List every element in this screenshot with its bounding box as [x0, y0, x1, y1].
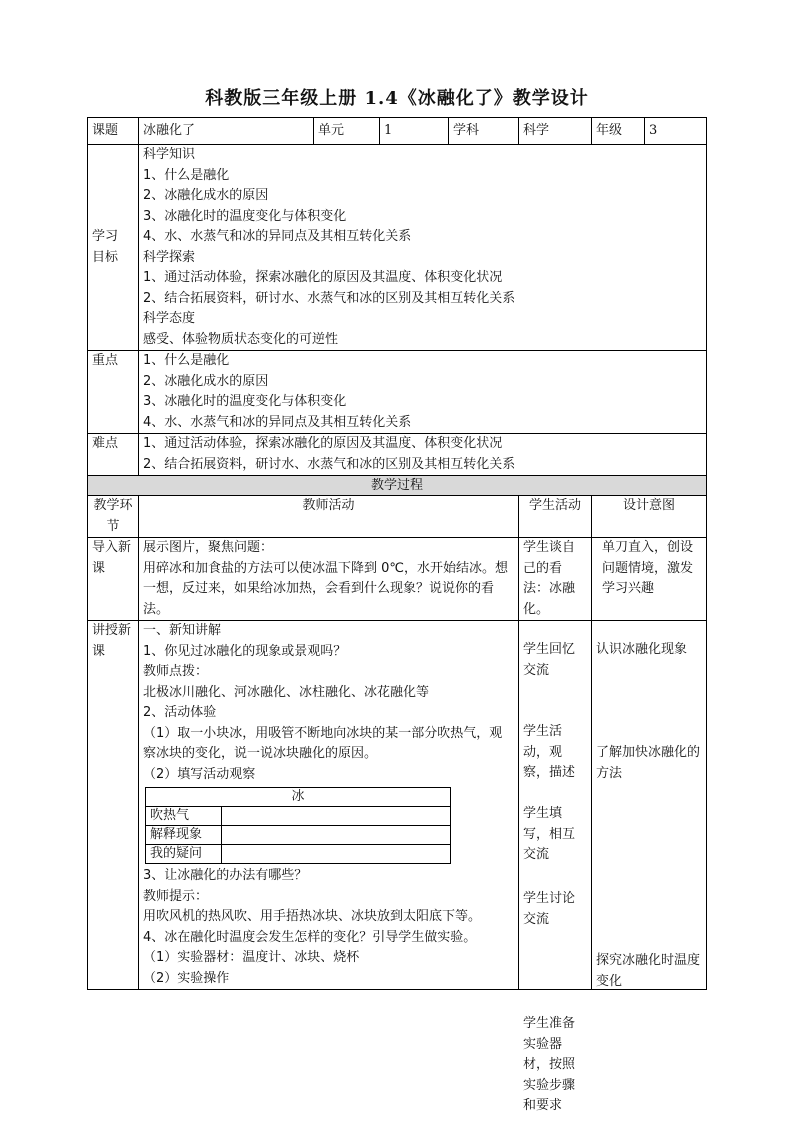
lecture-intent	[592, 621, 707, 990]
observation-cell[interactable]	[222, 807, 451, 826]
grade-value: 3	[645, 118, 707, 145]
keypoint-line: 1、什么是融化	[143, 353, 230, 368]
lesson-plan-table	[87, 117, 707, 1113]
keypoint-line: 4、水、水蒸气和冰的异同点及其相互转化关系	[143, 414, 412, 430]
observation-cell[interactable]	[222, 826, 451, 845]
lecture-teacher: 一、新知讲解 1、你见过冰融化的现象或景观吗？ 教师点拨： 北极冰川融化、河冰融化、冰柱融化、冰花融化等 2、活动体验 （1）取一小块冰，用吸管不断地向冰块的某一部分吹热气，观察冰块的变化，说一说冰块融化的原因。 （2）填写活动观察 冰 吹热气 解释现象 我的疑问 3、让冰融化的办法有哪些？ 教师提示： 用吹风机的热风吹、用手捂热冰块、冰块放到太阳底下等。 4、冰在融化时温度会发生怎样的变化？引导学生做实验。 （1）实验器材：温度计、冰块、烧杯 （2）实验操作	[139, 621, 519, 990]
col-student-header: 学生活动	[519, 496, 592, 538]
keypoint-line: 3、冰融化时的温度变化与体积变化	[143, 394, 347, 409]
student-activity: 学生讨论交流	[523, 891, 576, 927]
subject-value: 科学	[519, 118, 592, 145]
observation-row-label: 吹热气	[146, 807, 222, 826]
intro-stage: 导入新课	[88, 538, 139, 621]
goal-line: 2、结合拓展资料，研讨水、水蒸气和冰的区别及其相互转化关系	[143, 290, 516, 306]
difficulties-row	[88, 434, 707, 476]
student-activity: 学生活动，观察，描述	[523, 724, 576, 780]
keypoints-label: 重点	[88, 351, 139, 434]
goal-line: 科学知识	[143, 147, 196, 162]
observation-row-label: 解释现象	[146, 826, 222, 845]
page-title: 科教版三年级上册 1.4《冰融化了》教学设计	[205, 88, 589, 109]
goal-line: 2、冰融化成水的原因	[143, 188, 269, 203]
process-header-row	[88, 496, 707, 538]
difficulty-line: 1、通过活动体验，探索冰融化的原因及其温度、体积变化状况	[143, 436, 503, 451]
lecture-row	[88, 621, 707, 990]
goals-content	[139, 145, 707, 351]
goal-line: 科学探索	[143, 249, 196, 265]
goal-line: 感受、体验物质状态变化的可逆性	[143, 331, 339, 347]
difficulties-content	[139, 434, 707, 476]
observation-header: 冰	[146, 788, 451, 807]
header-row	[88, 118, 707, 145]
student-activity: 学生准备实验器材，按照实验步骤和要求	[523, 1016, 576, 1113]
intent-note: 探究冰融化时温度变化	[596, 953, 701, 989]
col-teacher-header: 教师活动	[139, 496, 519, 538]
intro-intent: 单刀直入，创设问题情境，激发学习兴趣	[592, 538, 707, 621]
goal-line: 4、水、水蒸气和冰的异同点及其相互转化关系	[143, 229, 412, 244]
lecture-student	[519, 621, 592, 1113]
unit-value: 1	[380, 118, 449, 145]
observation-row-label: 我的疑问	[146, 845, 222, 864]
goal-line: 1、通过活动体验，探索冰融化的原因及其温度、体积变化状况	[143, 270, 503, 285]
unit-label: 单元	[314, 118, 380, 145]
difficulties-label: 难点	[88, 434, 139, 476]
intro-teacher: 展示图片，聚焦问题： 用碎冰和加食盐的方法可以使冰温下降到 0℃，水开始结冰。想一想，反过来，如果给冰加热，会看到什么现象？说说你的看法。	[139, 538, 519, 621]
topic-label: 课题	[88, 118, 139, 145]
goal-line: 科学态度	[143, 311, 196, 326]
process-title-row	[88, 476, 707, 496]
process-section-title: 教学过程	[88, 476, 707, 496]
intent-note: 认识冰融化现象	[596, 642, 688, 657]
col-intent-header: 设计意图	[592, 496, 707, 538]
intro-student: 学生谈自己的看法：冰融化。	[519, 538, 592, 621]
intent-note: 了解加快冰融化的方法	[596, 745, 701, 781]
student-activity: 学生回忆交流	[523, 642, 576, 678]
goal-line: 3、冰融化时的温度变化与体积变化	[143, 208, 347, 224]
grade-label: 年级	[592, 118, 645, 145]
col-stage-header: 教学环节	[88, 496, 139, 538]
goals-label: 学习 目标	[88, 145, 139, 351]
keypoints-content	[139, 351, 707, 434]
observation-cell[interactable]	[222, 845, 451, 864]
intro-row	[88, 538, 707, 621]
topic-value: 冰融化了	[139, 118, 314, 145]
keypoints-row	[88, 351, 707, 434]
goals-row	[88, 145, 707, 351]
difficulty-line: 2、结合拓展资料，研讨水、水蒸气和冰的区别及其相互转化关系	[143, 456, 516, 472]
student-activity: 学生填写，相互交流	[523, 806, 576, 862]
lecture-stage: 讲授新课	[88, 621, 139, 990]
goal-line: 1、什么是融化	[143, 167, 230, 183]
subject-label: 学科	[449, 118, 519, 145]
keypoint-line: 2、冰融化成水的原因	[143, 373, 269, 389]
observation-table	[145, 787, 451, 864]
